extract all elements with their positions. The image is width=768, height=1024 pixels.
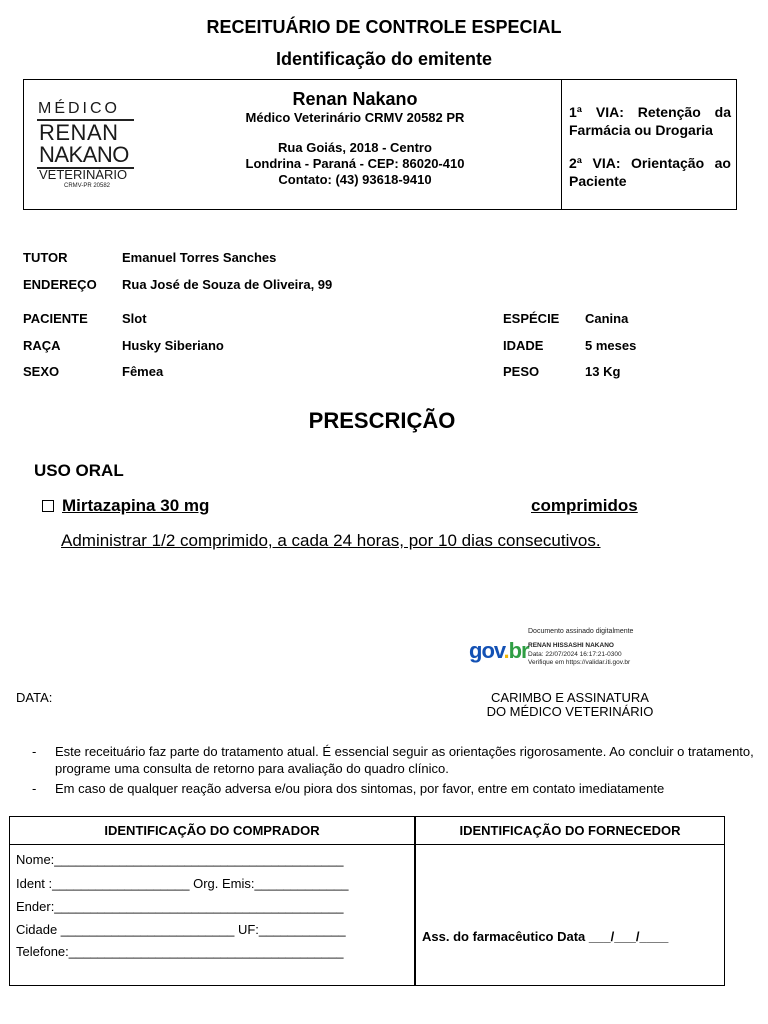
govbr-logo — [469, 638, 529, 664]
logo-line-5: CRMV-PR 20582 — [64, 183, 111, 189]
logo-line-4: VETERINÁRIO — [39, 167, 128, 182]
vet-logo — [32, 100, 142, 195]
header-divider — [9, 844, 725, 845]
date-label: DATA: — [16, 690, 53, 705]
emitter-name: Renan Nakano — [292, 89, 418, 109]
signature-name: RENAN HISSASHI NAKANO — [528, 642, 614, 649]
via-1-text: 1ª VIA: Retenção da Farmácia ou Drogaria — [569, 104, 731, 138]
emitter-address-line-1: Rua Goiás, 2018 - Centro — [278, 140, 432, 155]
patient-label: PACIENTE — [23, 311, 88, 326]
stamp-label-line-1: CARIMBO E ASSINATURA — [491, 690, 649, 705]
patient-value: Slot — [122, 311, 147, 326]
species-label: ESPÉCIE — [503, 311, 560, 326]
buyer-city-field[interactable]: Cidade ________________________ UF:____________ — [16, 922, 346, 937]
note-text: Este receituário faz parte do tratamento atual. É essencial seguir as orientações rigorosamente. Ao concluir o tratamento, programe uma consulta de retorno para avaliação do quadro clínico. — [55, 744, 754, 776]
pharmacist-signature-field[interactable]: Ass. do farmacêutico Data ___/___/____ — [422, 929, 669, 944]
emitter-address-line-2: Londrina - Paraná - CEP: 86020-410 — [245, 156, 465, 171]
medication-form: comprimidos — [531, 496, 638, 515]
species-value: Canina — [585, 311, 629, 326]
logo-line-3: NAKANO — [39, 142, 129, 167]
sex-label: SEXO — [23, 364, 60, 379]
document-subtitle: Identificação do emitente — [275, 49, 493, 69]
weight-label: PESO — [503, 364, 540, 379]
buyer-supplier-divider — [414, 816, 416, 986]
medication-name: Mirtazapina 30 mg — [62, 496, 210, 515]
note-bullet: - — [32, 781, 37, 796]
emitter-contact: Contato: (43) 93618-9410 — [278, 172, 432, 187]
buyer-phone-field[interactable]: Telefone:______________________________________ — [16, 944, 344, 959]
govbr-logo-gov: gov — [469, 638, 504, 663]
buyer-name-field[interactable]: Nome:________________________________________ — [16, 852, 344, 867]
signature-verify-link[interactable]: Verifique em https://validar.iti.gov.br — [528, 659, 631, 666]
buyer-header: IDENTIFICAÇÃO DO COMPRADOR — [104, 823, 320, 838]
tutor-value: Emanuel Torres Sanches — [122, 250, 277, 265]
supplier-header: IDENTIFICAÇÃO DO FORNECEDOR — [459, 823, 681, 838]
digital-signature-stamp — [468, 626, 668, 671]
signature-date: Data: 22/07/2024 16:17:21-0300 — [528, 651, 622, 658]
govbr-logo-br: br — [508, 638, 529, 663]
medication-checkbox[interactable] — [42, 500, 54, 512]
stamp-label-line-2: DO MÉDICO VETERINÁRIO — [486, 704, 654, 719]
address-label: ENDEREÇO — [23, 277, 97, 292]
signature-title: Documento assinado digitalmente — [528, 628, 634, 635]
age-value: 5 meses — [585, 338, 637, 353]
govbr-logo-dot: . — [503, 638, 509, 663]
buyer-address-field[interactable]: Ender:________________________________________ — [16, 899, 344, 914]
address-value: Rua José de Souza de Oliveira, 99 — [122, 277, 333, 292]
breed-value: Husky Siberiano — [122, 338, 224, 353]
medication-instructions: Administrar 1/2 comprimido, a cada 24 horas, por 10 dias consecutivos. — [61, 531, 601, 550]
route-label: USO ORAL — [34, 461, 124, 480]
sex-value: Fêmea — [122, 364, 164, 379]
buyer-id-field[interactable]: Ident :___________________ Org. Emis:_____________ — [16, 876, 349, 891]
logo-line-2: RENAN — [39, 120, 119, 145]
prescription-title: PRESCRIÇÃO — [308, 408, 456, 433]
note-bullet: - — [32, 744, 37, 759]
document-title: RECEITUÁRIO DE CONTROLE ESPECIAL — [206, 17, 562, 37]
tutor-label: TUTOR — [23, 250, 68, 265]
logo-line-1: MÉDICO — [38, 100, 120, 117]
emitter-crmv: Médico Veterinário CRMV 20582 PR — [245, 110, 465, 125]
via-2-text: 2ª VIA: Orientação ao Paciente — [569, 155, 731, 189]
weight-value: 13 Kg — [585, 364, 621, 379]
age-label: IDADE — [503, 338, 544, 353]
note-text: Em caso de qualquer reação adversa e/ou piora dos sintomas, por favor, entre em contato imediatamente — [55, 781, 665, 796]
emitter-divider — [561, 79, 562, 210]
breed-label: RAÇA — [23, 338, 61, 353]
